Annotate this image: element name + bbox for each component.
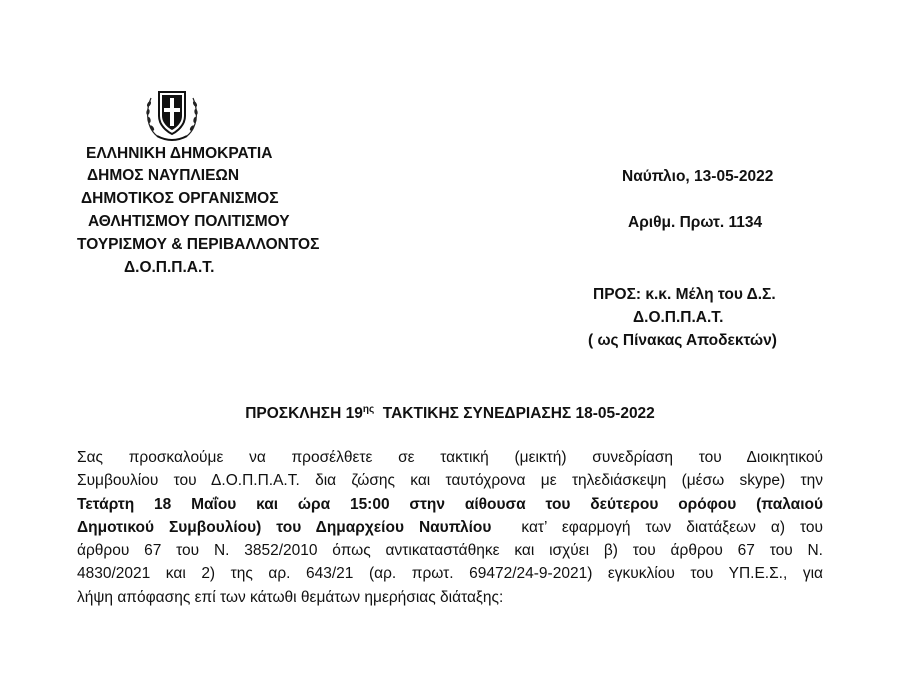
meeting-location-bold: Δημοτικού Συμβουλίου) του Δημαρχείου Ναυπλίου <box>77 518 492 536</box>
sender-country: ΕΛΛΗΝΙΚΗ ΔΗΜΟΚΡΑΤΙΑ <box>86 145 273 162</box>
protocol-number: Αριθμ. Πρωτ. 1134 <box>628 214 763 231</box>
paragraph-line-4 <box>77 516 823 539</box>
title-ordinal-suffix: ης <box>362 403 375 415</box>
greek-coat-of-arms-icon <box>143 82 201 144</box>
sender-organization-line1: ΔΗΜΟΤΙΚΟΣ ΟΡΓΑΝΙΣΜΟΣ <box>81 190 279 207</box>
paragraph-line-3: Τετάρτη 18 Μαΐου και ώρα 15:00 στην αίθουσα του δεύτερου ορόφου (παλαιού <box>77 495 823 513</box>
paragraph-line-1: Σας προσκαλούμε να προσέλθετε σε τακτική (μεικτή) συνεδρίαση του Διοικητικού <box>77 449 823 466</box>
paragraph-line-2: Συμβουλίου του Δ.Ο.Π.Π.Α.Τ. δια ζώσης και ταυτόχρονα με τηλεδιάσκεψη (μέσω skype) την <box>77 472 823 490</box>
sender-acronym: Δ.Ο.Π.Π.Α.Τ. <box>124 259 215 276</box>
paragraph-line-5: άρθρου 67 του Ν. 3852/2010 όπως αντικαταστάθηκε και ισχύει β) του άρθρου 67 του Ν. <box>77 542 823 560</box>
title-suffix: ΤΑΚΤΙΚΗΣ ΣΥΝΕΔΡΙΑΣΗΣ 18-05-2022 <box>374 405 655 422</box>
recipients-line3: ( ως Πίνακας Αποδεκτών) <box>588 332 777 349</box>
paragraph-line-6: 4830/2021 και 2) της αρ. 643/21 (αρ. πρωτ. 69472/24-9-2021) εγκυκλίου του ΥΠ.Ε.Σ., για <box>77 565 823 583</box>
sender-organization-line3: ΤΟΥΡΙΣΜΟΥ & ΠΕΡΙΒΑΛΛΟΝΤΟΣ <box>77 236 320 253</box>
sender-organization-line2: ΑΘΛΗΤΙΣΜΟΥ ΠΟΛΙΤΙΣΜΟΥ <box>88 213 290 230</box>
invitation-paragraph <box>77 446 823 609</box>
place-date: Ναύπλιο, 13-05-2022 <box>622 168 774 185</box>
coat-of-arms-emblem <box>143 82 201 144</box>
recipients-line1: ΠΡΟΣ: κ.κ. Μέλη του Δ.Σ. <box>593 286 776 303</box>
title-prefix: ΠΡΟΣΚΛΗΣΗ 19 <box>245 405 363 422</box>
document-title <box>0 405 900 423</box>
sender-municipality: ΔΗΜΟΣ ΝΑΥΠΛΙΕΩΝ <box>87 167 240 184</box>
paragraph-line-7: λήψη απόφασης επί των κάτωθι θεμάτων ημερήσιας διάταξης: <box>77 588 504 606</box>
recipients-line2: Δ.Ο.Π.Π.Α.Τ. <box>633 309 724 326</box>
paragraph-line-4-rest: κατ’ εφαρμογή των διατάξεων α) του <box>491 518 823 536</box>
